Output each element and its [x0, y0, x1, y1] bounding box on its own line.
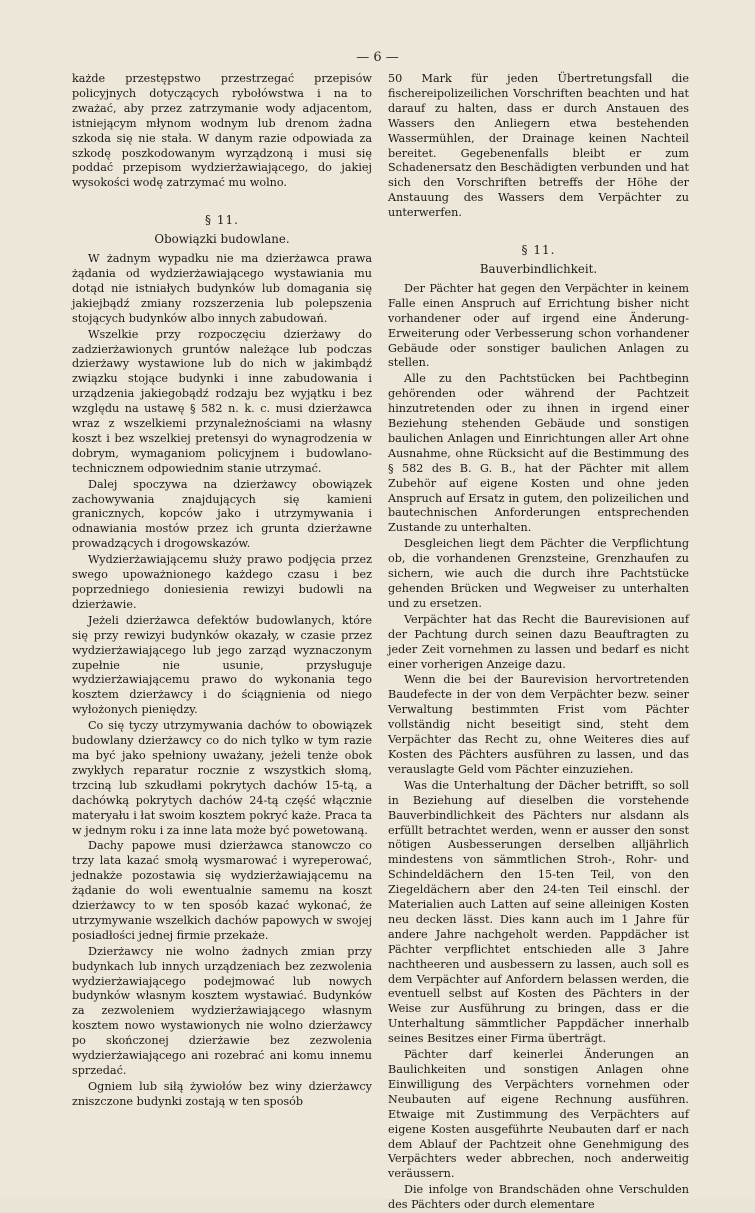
paragraph: Wenn die bei der Baurevision hervortretenden Baudefecte in der von dem Verpächter bezw. seiner Verwaltung bestimmten Frist vom Pächter vollständig nicht beseitigt sind, steht dem Verpächter das Recht zu, ohne Weiteres dies auf Kosten des Pächters ausführen zu lassen, und das verauslagte Geld vom Pächter einzuziehen.: [388, 673, 689, 776]
section-heading: Bauverbindlichkeit.: [479, 261, 598, 276]
paragraph: Der Pächter hat gegen den Verpächter in keinem Falle einen Anspruch auf Errichtung bisher nicht vorhandener oder auf irgend eine Änderung-Erweiterung oder Verbesserung schon vorhandener Gebäude oder sonstiger baulichen Anlagen zu stellen.: [388, 281, 689, 370]
paragraph: Jeżeli dzierżawca defektów budowlanych, które się przy rewizyi budynków okazały, w czasie przez wydzierżawiającego lub jego zarząd wyznaczonym zupełnie nie usunie, przysługuje wydzierżawiającemu prawo do wykonania tego kosztem dzierżawcy i do ściągnienia od niego wyłożonych pieniędzy.: [72, 613, 372, 717]
paragraph: Wszelkie przy rozpoczęciu dzierżawy do zadzierżawionych gruntów należące lub podczas dzierżawy wystawione lub do nich w jakimbądź związku stojące budynki i inne zabudowania i urządzenia jakiegobądź rodzaju bez wyjątku i bez względu na ustawę § 582 n. k. c. musi dzierżawca wraz z wszelkiemi przynależnościami na własny koszt i bez wszelkiej pretensyi do wynagrodzenia w dobrym, wymaganiom policyjnem i budowlano-technicznem odpowiednim stanie utrzymać.: [72, 327, 372, 475]
paragraph: Wydzierżawiającemu służy prawo podjęcia przez swego upoważnionego każdego czasu i bez poprzedniego doniesienia rewizyi budowli na dzierżawie.: [72, 553, 372, 611]
paragraph: Alle zu den Pachtstücken bei Pachtbeginn gehörenden oder während der Pachtzeit hinzutretenden oder zu ihnen in irgend einer Beziehung stehenden Gebäude und sonstigen baulichen Anlagen und Einrichtungen aller Art ohne Ausnahme, ohne Rücksicht auf die Bestimmung des § 582 des B. G. B., hat der Pächter mit allem Zubehör auf eigene Kosten und ohne jeden Anspruch auf Ersatz in gutem, den polizeilichen und bautechnischen Anforderungen entsprechenden Zustande zu unterhalten.: [388, 372, 689, 535]
paragraph: W żadnym wypadku nie ma dzierżawca prawa żądania od wydzierżawiającego wystawiania mu dotąd nie istniałych budynków lub domagania się jakiejbądź zmiany rozszerzenia lub polepszenia stojących budynków albo innych zabudowań.: [72, 252, 372, 325]
paragraph: Ogniem lub siłą żywiołów bez winy dzierżawcy zniszczone budynki zostają w ten sposób: [72, 1079, 372, 1108]
paragraph: Dachy papowe musi dzierżawca stanowczo co trzy lata kazać smołą wysmarować i wyreperować, jednakże pozostawia się wydzierżawiającemu na żądanie do woli ewentualnie samemu na koszt dzierżawcy to w ten sposób kazać wykonać, że utrzymywanie wszelkich dachów papowych w swojej posiadłości jednej firmie przekaże.: [72, 839, 372, 942]
section-number: § 11.: [521, 243, 556, 258]
paragraph: Die infolge von Brandschäden ohne Verschulden des Pächters oder durch elementare: [388, 1183, 689, 1212]
section-heading: Obowiązki budowlane.: [154, 232, 290, 247]
polish-column: [72, 72, 372, 1110]
paragraph: Desgleichen liegt dem Pächter die Verpflichtung ob, die vorhandenen Grenzsteine, Grenzhaufen zu sichern, wie auch die durch ihre Pachtstücke gehenden Brücken und Wegweiser zu unterhalten und zu ersetzen.: [388, 537, 689, 610]
intro-paragraph: każde przestępstwo przestrzegać przepisów policyjnych dotyczących rybołówstwa i na to zważać, aby przez zatrzymanie wody adjacentom, istniejącym młynom wodnym lub drenom żadna szkoda się nie stała. W danym razie odpowiada za szkodę poszkodowanym wyrządzoną i musi się poddać przepisom wydzierżawiającego, do jakiej wysokości wodę zatrzymać mu wolno.: [72, 72, 372, 190]
paragraph: Verpächter hat das Recht die Baurevisionen auf der Pachtung durch seinen dazu Beauftragten zu jeder Zeit vornehmen zu lassen und bedarf es nicht einer vorherigen Anzeige dazu.: [388, 612, 689, 671]
paragraph: Dzierżawcy nie wolno żadnych zmian przy budynkach lub innych urządzeniach bez zezwolenia wydzierżawiającego podejmować lub nowych budynków własnym kosztem wystawiać. Budynków za zezwoleniem wydzierżawiającego własnym kosztem nowo wystawionych nie wolno dzierżawcy po skończonej dzierżawie bez zezwolenia wydzierżawiającego ani rozebrać ani komu innemu sprzedać.: [72, 944, 372, 1077]
paragraph: Was die Unterhaltung der Dächer betrifft, so soll in Beziehung auf dieselben die vorstehende Bauverbindlichkeit des Pächters nur alsdann als erfüllt betrachtet werden, wenn er ausser den sonst nötigen Ausbesserungen derselben alljährlich mindestens von sämmtlichen Stroh-, Rohr- und Schindeldächern den 15-ten Teil, von den Ziegeldächern aber den 24-ten Teil einschl. der Materialien auch Latten auf seine alleinigen Kosten neu decken lässt. Dies kann auch im 1 Jahre für andere Jahre nachgeholt werden. Pappdächer ist Pächter verpflichtet entschieden alle 3 Jahre nachtheeren und ausbessern zu lassen, auch soll es dem Verpächter auf Anfordern belassen werden, die eventuell selbst auf Kosten des Pächters in der Weise zur Ausführung zu bringen, dass er die Unterhaltung sämmtlicher Pappdächer innerhalb seines Besitzes einer Firma überträgt.: [388, 778, 689, 1046]
german-column: [388, 72, 689, 1213]
section-number: § 11.: [205, 213, 239, 228]
paragraph: Dalej spoczywa na dzierżawcy obowiązek zachowywania znajdujących się kamieni granicznych, kopców jako i utrzymywania i odnawiania mostów przez ich grunta dzierżawne prowadzących i drogowskazów.: [72, 477, 372, 551]
paragraph: Pächter darf keinerlei Änderungen an Baulichkeiten und sonstigen Anlagen ohne Einwilligung des Verpächters vornehmen oder Neubauten auf eigene Rechnung ausführen. Etwaige mit Zustimmung des Verpächters auf eigene Kosten ausgeführte Neubauten darf er nach dem Ablauf der Pachtzeit ohne Genehmigung des Verpächters weder abbrechen, noch anderweitig veräussern.: [388, 1048, 689, 1181]
intro-paragraph: 50 Mark für jeden Übertretungsfall die fischereipolizeilichen Vorschriften beachten und hat darauf zu halten, dass er durch Anstauen des Wassers den Anliegern etwa bestehenden Wassermühlen, der Drainage keinen Nachteil bereitet. Gegebenenfalls bleibt er zum Schadenersatz den Beschädigten verbunden und hat sich den Vorschriften betreffs der Höhe der Anstauung des Wassers dem Verpächter zu unterwerfen.: [388, 72, 689, 220]
paragraph: Co się tyczy utrzymywania dachów to obowiązek budowlany dzierżawcy co do nich tylko w tym razie ma być jako spełniony uważany, jeżeli tenże obok zwykłych reparatur rocznie z wszystkich słomą, trzciną lub szkudłami pokrytych dachów 15-tą, a dachówką pokrytych dachów 24-tą część włącznie materyału i łat swoim kosztem pokryć każe. Praca ta w jednym roku i za inne lata może być powetowaną.: [72, 719, 372, 837]
page-number: — 6 —: [356, 50, 399, 65]
